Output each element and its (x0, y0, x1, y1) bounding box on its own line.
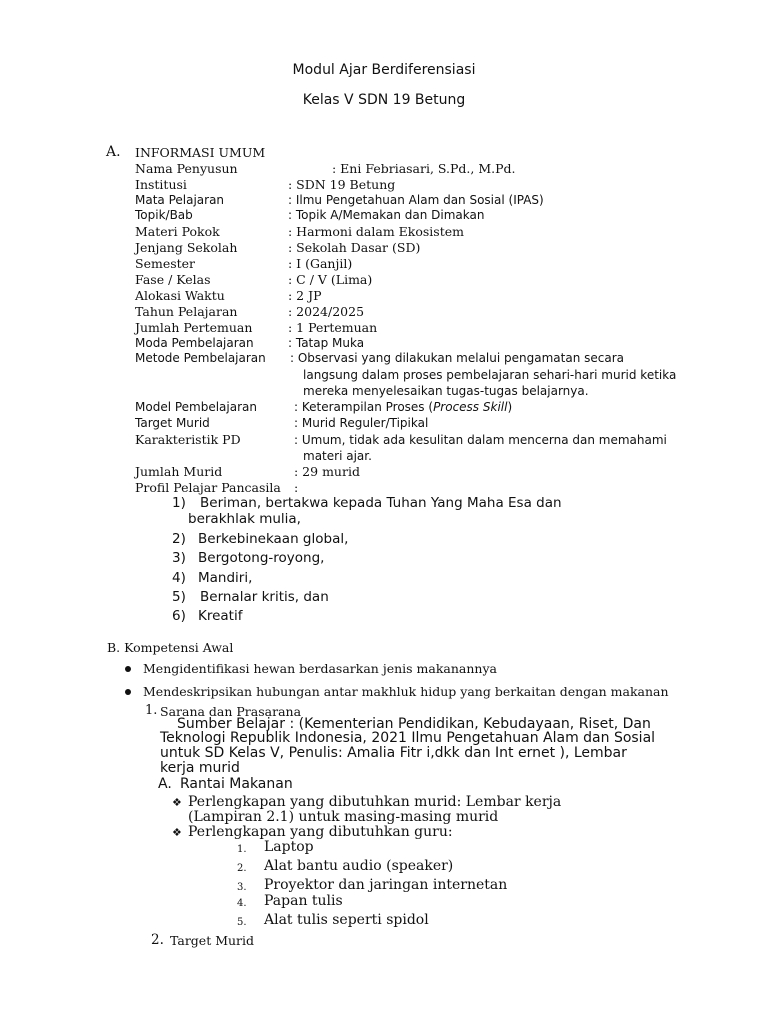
bullet-icon (125, 689, 131, 695)
section-a-heading: INFORMASI UMUM (135, 145, 266, 160)
profil-item: Bergotong-royong, (198, 550, 325, 566)
rantai-heading: Rantai Makanan (180, 776, 293, 792)
karakter-label: Karakteristik PD (135, 432, 241, 447)
info-label: Tahun Pelajaran (135, 304, 238, 319)
info-value: : 2 JP (288, 288, 322, 303)
metode-line: langsung dalam proses pembelajaran sehari-hari murid ketika (303, 368, 677, 382)
info-label: Jumlah Pertemuan (135, 320, 253, 335)
profil-num: 5) (172, 589, 186, 605)
kompetensi-item: Mendeskripsikan hubungan antar makhluk hidup yang berkaitan dengan makanan (143, 684, 669, 699)
metode-line: : Observasi yang dilakukan melalui pengamatan secara (290, 351, 624, 365)
info-label: Moda Pembelajaran (135, 336, 254, 350)
jumlah-label: Jumlah Murid (135, 464, 223, 479)
perlengkapan-item-cont: (Lampiran 2.1) untuk masing-masing murid (188, 809, 499, 825)
profil-item-cont: berakhlak mulia, (188, 511, 301, 527)
info-label: Mata Pelajaran (135, 193, 225, 207)
karakter-line: : Umum, tidak ada kesulitan dalam mencerna dan memahami (294, 433, 667, 447)
profil-label: Profil Pelajar Pancasila (135, 480, 281, 495)
info-label: Materi Pokok (135, 224, 220, 239)
profil-num: 1) (172, 495, 186, 511)
sumber-line: kerja murid (160, 760, 240, 776)
info-value: : SDN 19 Betung (288, 177, 396, 192)
diamond-bullet-icon: ❖ (172, 797, 182, 809)
info-value: : 1 Pertemuan (288, 320, 378, 335)
info-value: : Sekolah Dasar (SD) (288, 240, 421, 255)
section-a-marker: A. (106, 144, 121, 160)
profil-item: Mandiri, (198, 570, 253, 586)
target-murid-heading: Target Murid (170, 933, 255, 948)
info-label: Nama Penyusun (135, 161, 238, 176)
document-subtitle: Kelas V SDN 19 Betung (302, 92, 466, 108)
sumber-line: untuk SD Kelas V, Penulis: Amalia Fitr i,dkk dan Int ernet ), Lembar (160, 745, 627, 761)
profil-colon: : (294, 480, 299, 495)
profil-item: Bernalar kritis, dan (200, 589, 329, 605)
profil-num: 3) (172, 550, 186, 566)
karakter-line: materi ajar. (303, 449, 372, 463)
jumlah-value: : 29 murid (294, 464, 360, 479)
guru-item: Alat bantu audio (speaker) (264, 858, 454, 874)
profil-item: Kreatif (198, 608, 243, 624)
metode-line: mereka menyelesaikan tugas-tugas belajarnya. (303, 384, 589, 398)
info-value: : Eni Febriasari, S.Pd., M.Pd. (332, 161, 516, 176)
target-value: : Murid Reguler/Tipikal (294, 416, 429, 430)
profil-item: Berkebinekaan global, (198, 531, 349, 547)
kompetensi-item: Mengidentifikasi hewan berdasarkan jenis makanannya (143, 661, 497, 676)
bullet-icon (125, 666, 131, 672)
info-value: : Ilmu Pengetahuan Alam dan Sosial (IPAS) (288, 193, 544, 207)
rantai-num: A. (158, 776, 172, 792)
info-label: Institusi (135, 177, 187, 192)
sumber-line: Sumber Belajar : (Kementerian Pendidikan, Kebudayaan, Riset, Dan (177, 716, 651, 732)
sarana-heading: Sarana dan Prasarana (160, 704, 302, 719)
info-label: Fase / Kelas (135, 272, 211, 287)
info-value: : C / V (Lima) (288, 272, 373, 287)
info-label: Semester (135, 256, 196, 271)
document-title: Modul Ajar Berdiferensiasi (292, 62, 476, 78)
info-value: : Topik A/Memakan dan Dimakan (288, 208, 485, 222)
perlengkapan-item: Perlengkapan yang dibutuhkan guru: (188, 824, 453, 840)
guru-num: 3. (237, 882, 247, 893)
info-value: : Harmoni dalam Ekosistem (288, 224, 464, 239)
info-label: Topik/Bab (135, 208, 193, 222)
diamond-bullet-icon: ❖ (172, 827, 182, 839)
perlengkapan-item: Perlengkapan yang dibutuhkan murid: Lembar kerja (188, 794, 562, 810)
sumber-line: Teknologi Republik Indonesia, 2021 Ilmu Pengetahuan Alam dan Sosial (160, 730, 656, 746)
profil-num: 4) (172, 570, 186, 586)
guru-item: Alat tulis seperti spidol (264, 912, 429, 928)
info-label: Alokasi Waktu (135, 288, 225, 303)
guru-num: 5. (237, 917, 247, 928)
guru-num: 4. (237, 898, 247, 909)
guru-item: Laptop (264, 839, 314, 855)
guru-num: 1. (237, 844, 247, 855)
info-value: : 2024/2025 (288, 304, 365, 319)
section-b-heading: B. Kompetensi Awal (107, 640, 234, 655)
info-value: : Tatap Muka (288, 336, 365, 350)
metode-label: Metode Pembelajaran (135, 351, 266, 365)
guru-item: Proyektor dan jaringan internetan (264, 877, 508, 893)
target-label: Target Murid (135, 416, 210, 430)
profil-num: 2) (172, 531, 186, 547)
guru-num: 2. (237, 863, 247, 874)
profil-num: 6) (172, 608, 186, 624)
sarana-num: 1. (145, 703, 158, 718)
guru-item: Papan tulis (264, 893, 343, 909)
info-label: Jenjang Sekolah (135, 240, 238, 255)
model-value: : Keterampilan Proses (Process Skill) (294, 400, 513, 414)
target-murid-num: 2. (151, 932, 164, 948)
model-label: Model Pembelajaran (135, 400, 257, 414)
profil-item: Beriman, bertakwa kepada Tuhan Yang Maha Esa dan (200, 495, 562, 511)
info-value: : I (Ganjil) (288, 256, 353, 271)
